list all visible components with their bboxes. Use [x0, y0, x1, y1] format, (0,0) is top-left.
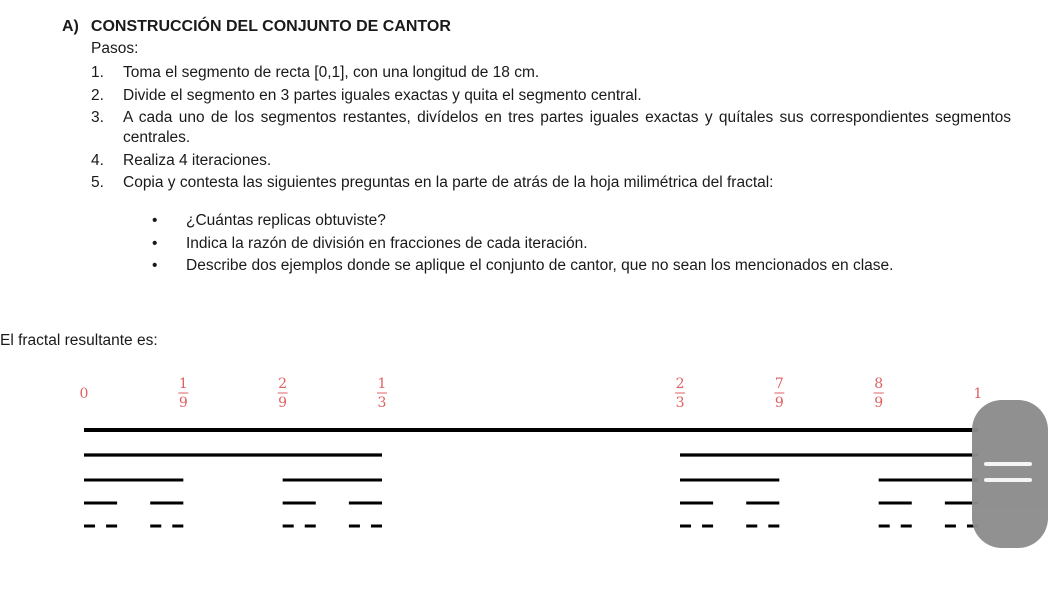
tick-value: 1 — [973, 386, 983, 402]
section-letter: A) — [62, 18, 79, 35]
grip-line-icon — [984, 478, 1032, 482]
tick-numerator: 7 — [774, 376, 784, 392]
tick-numerator: 2 — [675, 376, 685, 392]
tick-denominator: 3 — [377, 395, 387, 411]
grip-line-icon — [984, 462, 1032, 466]
question-item — [150, 256, 1012, 276]
section-heading — [62, 18, 451, 36]
tick-label — [178, 376, 188, 411]
step-number: 2. — [91, 86, 104, 104]
step-number: 3. — [91, 109, 104, 126]
tick-numerator: 2 — [278, 376, 288, 392]
step-number: 1. — [91, 64, 104, 81]
step-item — [91, 108, 1011, 148]
tick-value: 0 — [79, 386, 89, 402]
step-item — [91, 173, 1011, 193]
question-text: ¿Cuántas replicas obtuviste? — [186, 212, 386, 229]
tick-label — [278, 376, 288, 411]
step-number: 4. — [91, 151, 104, 169]
steps-list — [91, 63, 1011, 196]
section-title: CONSTRUCCIÓN DEL CONJUNTO DE CANTOR — [90, 18, 451, 35]
step-text: Realiza 4 iteraciones. — [123, 151, 272, 169]
bullet-icon: • — [152, 212, 158, 229]
tick-numerator: 8 — [874, 376, 884, 392]
question-item — [150, 234, 1012, 254]
pasos-label: Pasos: — [91, 40, 139, 57]
bullet-icon: • — [152, 234, 158, 252]
result-label: El fractal resultante es: — [0, 332, 158, 349]
step-number: 5. — [91, 174, 104, 191]
step-text: Copia y contesta las siguientes preguntas en la parte de atrás de la hoja milimétrica del fractal: — [123, 174, 774, 191]
question-text: Describe dos ejemplos donde se aplique el conjunto de cantor, que no sean los mencionados en clase. — [186, 257, 894, 274]
tick-denominator: 9 — [278, 395, 288, 411]
bullet-icon: • — [152, 257, 158, 274]
tick-denominator: 9 — [774, 395, 784, 411]
questions-list — [150, 211, 1012, 279]
step-item — [91, 86, 1011, 106]
tick-denominator: 9 — [874, 395, 884, 411]
tick-label — [874, 376, 884, 411]
step-text: Divide el segmento en 3 partes iguales exactas y quita el segmento central. — [123, 86, 642, 104]
tick-label — [774, 376, 784, 411]
question-item — [150, 211, 1012, 231]
step-text: A cada uno de los segmentos restantes, divídelos en tres partes iguales exactas y quítales sus correspondientes segmentos centrales. — [123, 109, 1011, 146]
cantor-set-figure — [0, 360, 1057, 560]
scroll-handle[interactable] — [972, 400, 1048, 548]
tick-numerator: 1 — [377, 376, 387, 392]
step-item — [91, 151, 1011, 171]
step-text: Toma el segmento de recta [0,1], con una longitud de 18 cm. — [123, 64, 540, 81]
step-item — [91, 63, 1011, 83]
tick-label — [80, 386, 89, 402]
tick-denominator: 3 — [675, 395, 685, 411]
tick-denominator: 9 — [178, 395, 188, 411]
tick-numerator: 1 — [178, 376, 188, 392]
tick-label — [675, 376, 685, 411]
tick-label — [377, 376, 387, 411]
question-text: Indica la razón de división en fracciones de cada iteración. — [186, 234, 588, 252]
tick-label — [974, 386, 983, 402]
